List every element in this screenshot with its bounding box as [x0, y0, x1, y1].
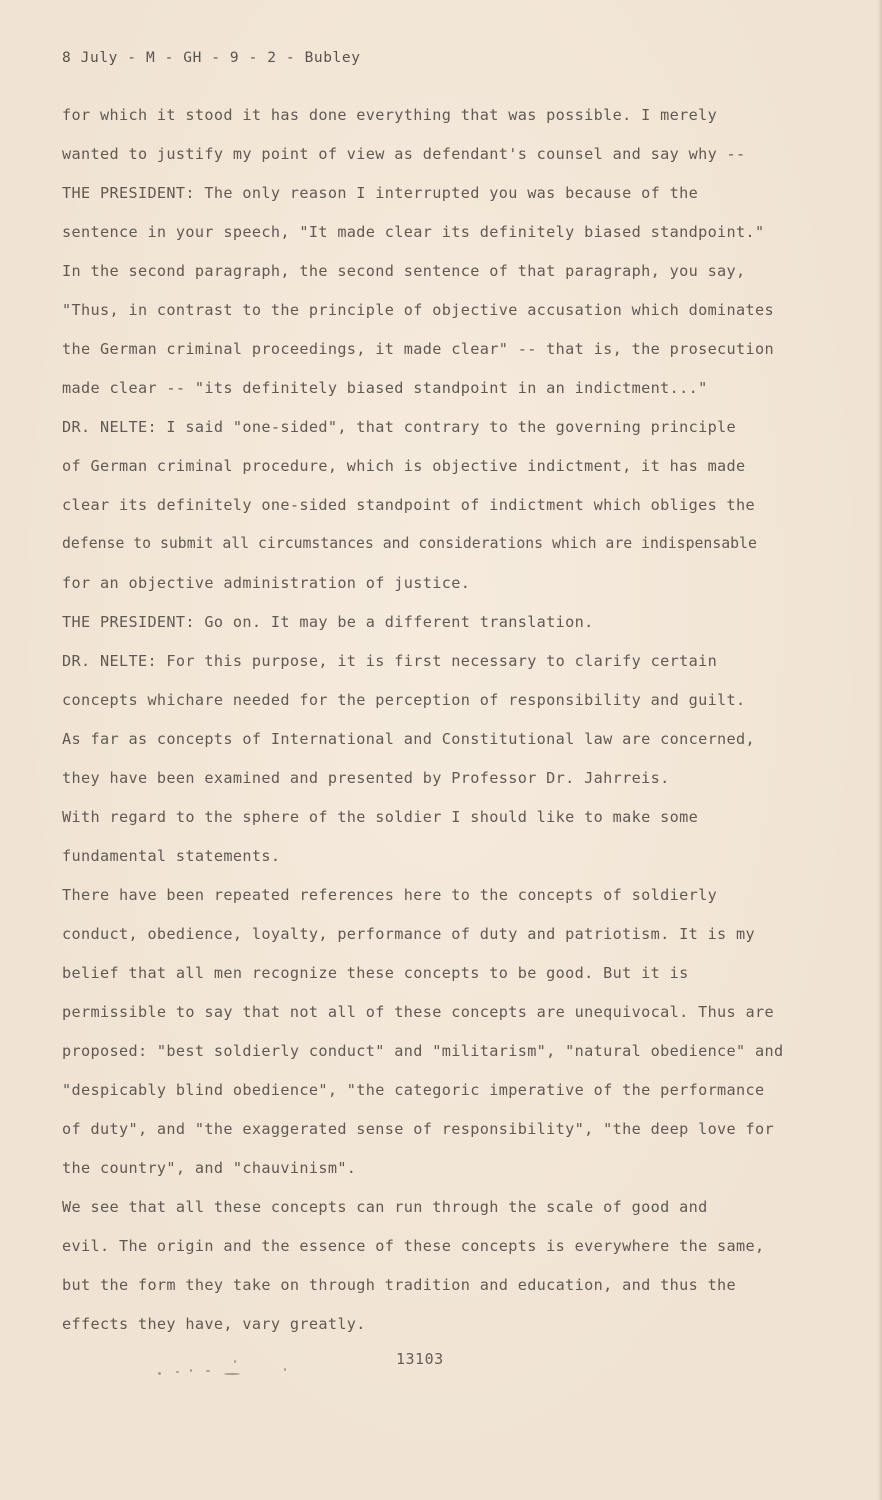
- text-line: of German criminal procedure, which is objective indictment, it has made: [62, 457, 746, 475]
- text-line: they have been examined and presented by Professor Dr. Jahrreis.: [62, 769, 670, 787]
- text-line: the country", and "chauvinism".: [62, 1159, 357, 1177]
- text-line: wanted to justify my point of view as defendant's counsel and say why --: [62, 145, 746, 163]
- text-line: There have been repeated references here to the concepts of soldierly: [62, 886, 718, 904]
- text-line: conduct, obedience, loyalty, performance of duty and patriotism. It is my: [62, 925, 756, 943]
- text-line: DR. NELTE: I said "one-sided", that contrary to the governing principle: [62, 418, 737, 436]
- text-line: belief that all men recognize these concepts to be good. But it is: [62, 964, 689, 982]
- page-header: 8 July - M - GH - 9 - 2 - Bubley: [62, 50, 361, 66]
- text-line: evil. The origin and the essence of these concepts is everywhere the same,: [62, 1237, 765, 1255]
- text-line: of duty", and "the exaggerated sense of responsibility", "the deep love for: [62, 1120, 775, 1138]
- text-line: We see that all these concepts can run through the scale of good and: [62, 1198, 708, 1216]
- text-line: made clear -- "its definitely biased standpoint in an indictment...": [62, 379, 708, 397]
- text-line: proposed: "best soldierly conduct" and "militarism", "natural obedience" and: [62, 1042, 784, 1060]
- text-line: for an objective administration of justice.: [62, 574, 471, 592]
- page-number: 13103: [396, 1350, 444, 1368]
- text-line: In the second paragraph, the second sentence of that paragraph, you say,: [62, 262, 746, 280]
- text-line: With regard to the sphere of the soldier I should like to make some: [62, 808, 699, 826]
- text-line: the German criminal proceedings, it made clear" -- that is, the prosecution: [62, 340, 775, 358]
- text-line: As far as concepts of International and Constitutional law are concerned,: [62, 730, 756, 748]
- text-line: THE PRESIDENT: The only reason I interrupted you was because of the: [62, 184, 699, 202]
- text-line: effects they have, vary greatly.: [62, 1315, 366, 1333]
- text-line: "Thus, in contrast to the principle of objective accusation which dominates: [62, 301, 775, 319]
- text-line: fundamental statements.: [62, 847, 281, 865]
- text-line: sentence in your speech, "It made clear its definitely biased standpoint.": [62, 223, 765, 241]
- ink-smudge: [158, 1360, 290, 1380]
- text-line: for which it stood it has done everything that was possible. I merely: [62, 106, 718, 124]
- text-line: but the form they take on through tradition and education, and thus the: [62, 1276, 737, 1294]
- text-line: "despicably blind obedience", "the categoric imperative of the performance: [62, 1081, 765, 1099]
- page-edge-shadow: [878, 0, 882, 1500]
- text-line: THE PRESIDENT: Go on. It may be a different translation.: [62, 613, 594, 631]
- text-line: defense to submit all circumstances and considerations which are indispensable: [62, 535, 757, 552]
- text-line: concepts whichare needed for the perception of responsibility and guilt.: [62, 691, 746, 709]
- text-line: DR. NELTE: For this purpose, it is first necessary to clarify certain: [62, 652, 718, 670]
- text-line: permissible to say that not all of these concepts are unequivocal. Thus are: [62, 1003, 775, 1021]
- text-line: clear its definitely one-sided standpoint of indictment which obliges the: [62, 496, 756, 514]
